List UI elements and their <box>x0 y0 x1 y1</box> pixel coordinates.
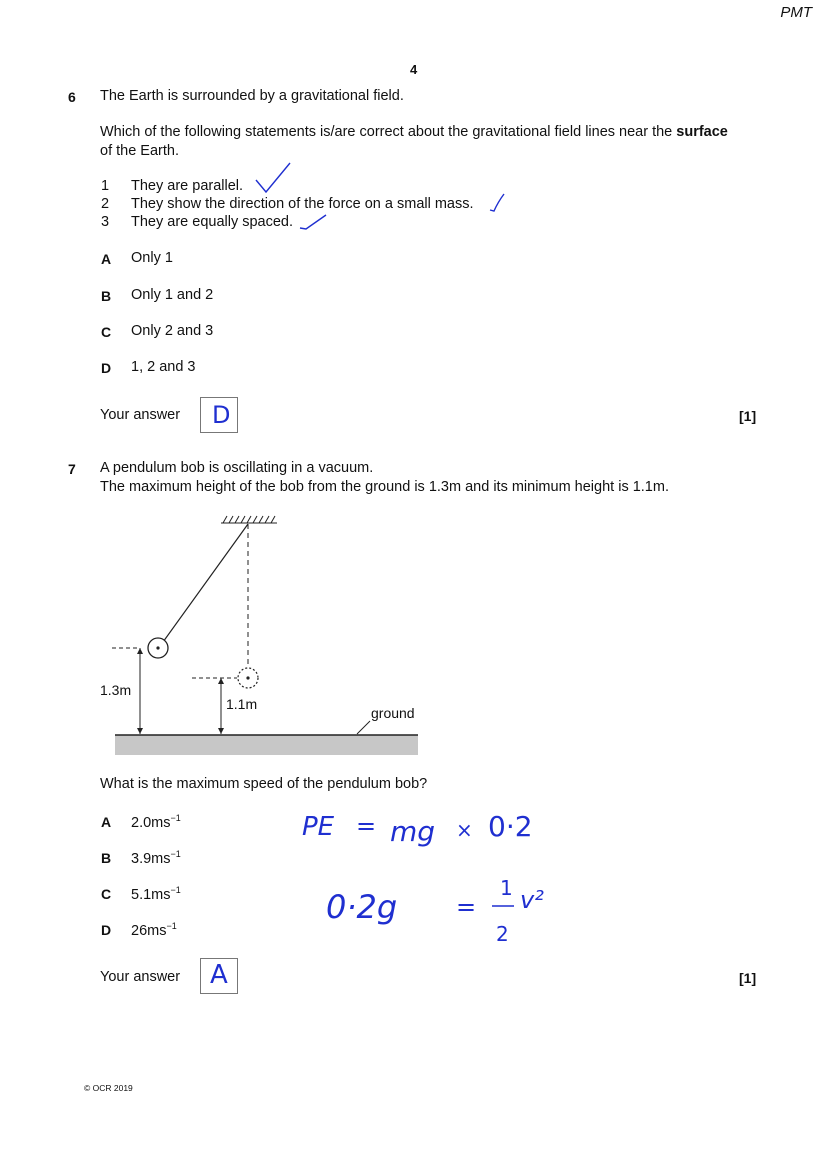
q7-line2: The maximum height of the bob from the ground is 1.3m and its minimum height is 1.1m. <box>100 479 669 495</box>
q7-option-value: 2.0ms <box>131 814 171 831</box>
q6-option-text: 1, 2 and 3 <box>131 359 196 375</box>
ground <box>115 735 418 755</box>
tick-mark-icon <box>488 192 508 214</box>
working-pe: PE <box>302 812 335 842</box>
label-min-height: 1.1m <box>226 696 258 712</box>
ceiling-support <box>221 516 277 523</box>
working-v-squared: v² <box>520 886 544 914</box>
q6-statement-text: They are parallel. <box>131 178 244 194</box>
q7-option-letter: A <box>101 814 112 830</box>
q7-option-exponent: −1 <box>166 921 177 931</box>
q6-marks: [1] <box>739 408 757 424</box>
pendulum-string <box>163 524 248 642</box>
q7-option-exponent: −1 <box>170 813 181 823</box>
tick-mark-icon <box>254 160 294 196</box>
q6-stem: The Earth is surrounded by a gravitational field. <box>100 88 404 104</box>
q7-number: 7 <box>68 461 76 477</box>
q6-question-text: Which of the following statements is/are correct about the gravitational field lines near the <box>100 124 677 140</box>
working-lhs: 0·2g <box>326 888 398 926</box>
tick-mark-icon <box>298 212 328 232</box>
q7-option-letter: B <box>101 850 112 866</box>
q6-option-letter: C <box>101 324 112 340</box>
q7-option-text <box>131 885 181 903</box>
page-number: 4 <box>410 62 418 77</box>
q6-question-bold: surface <box>676 124 728 140</box>
q7-option-letter: C <box>101 886 112 902</box>
q7-handwritten-answer: A <box>210 960 228 990</box>
copyright-footer: © OCR 2019 <box>84 1083 133 1093</box>
q6-question-line2: of the Earth. <box>100 143 179 159</box>
working-half-numerator: 1 <box>500 876 513 900</box>
q7-option-value: 3.9ms <box>131 850 171 867</box>
q6-answer-label: Your answer <box>100 407 181 423</box>
working-mg: mg <box>390 815 436 848</box>
q6-statement-num: 3 <box>101 214 110 230</box>
q7-option-letter: D <box>101 922 112 938</box>
q7-answer-label: Your answer <box>100 969 181 985</box>
working-times: × <box>456 818 473 842</box>
working-equals-2: = <box>456 893 477 921</box>
q7-option-exponent: −1 <box>170 849 181 859</box>
q7-marks: [1] <box>739 970 757 986</box>
q7-question: What is the maximum speed of the pendulum bob? <box>100 776 428 792</box>
q6-answer-box[interactable] <box>200 397 238 433</box>
q6-option-letter: A <box>101 251 112 267</box>
q6-option-letter: B <box>101 288 112 304</box>
pmt-watermark: PMT <box>780 4 812 21</box>
q7-option-value: 5.1ms <box>131 886 171 903</box>
working-half-denominator: 2 <box>496 922 509 946</box>
q6-handwritten-answer: D <box>212 401 231 429</box>
q7-option-exponent: −1 <box>170 885 181 895</box>
q6-option-text: Only 1 <box>131 250 173 266</box>
q6-statement-num: 1 <box>101 178 110 194</box>
q7-option-value: 26ms <box>131 922 167 939</box>
label-ground: ground <box>371 705 415 721</box>
q7-answer-box[interactable] <box>200 958 238 994</box>
working-value: 0·2 <box>488 810 533 843</box>
q7-option-text <box>131 813 181 831</box>
q7-line1: A pendulum bob is oscillating in a vacuum. <box>100 460 374 476</box>
q6-question-line1 <box>100 124 728 140</box>
q6-statement-num: 2 <box>101 196 110 212</box>
fraction-bar <box>490 903 516 909</box>
working-equals: = <box>356 812 377 840</box>
q6-option-text: Only 1 and 2 <box>131 287 214 303</box>
q7-option-text <box>131 921 177 939</box>
q6-number: 6 <box>68 89 76 105</box>
q6-option-text: Only 2 and 3 <box>131 323 214 339</box>
q6-option-letter: D <box>101 360 112 376</box>
q6-statement-text: They are equally spaced. <box>131 214 294 230</box>
q6-statement-text: They show the direction of the force on a small mass. <box>131 196 474 212</box>
label-max-height: 1.3m <box>100 682 132 698</box>
q7-option-text <box>131 849 181 867</box>
